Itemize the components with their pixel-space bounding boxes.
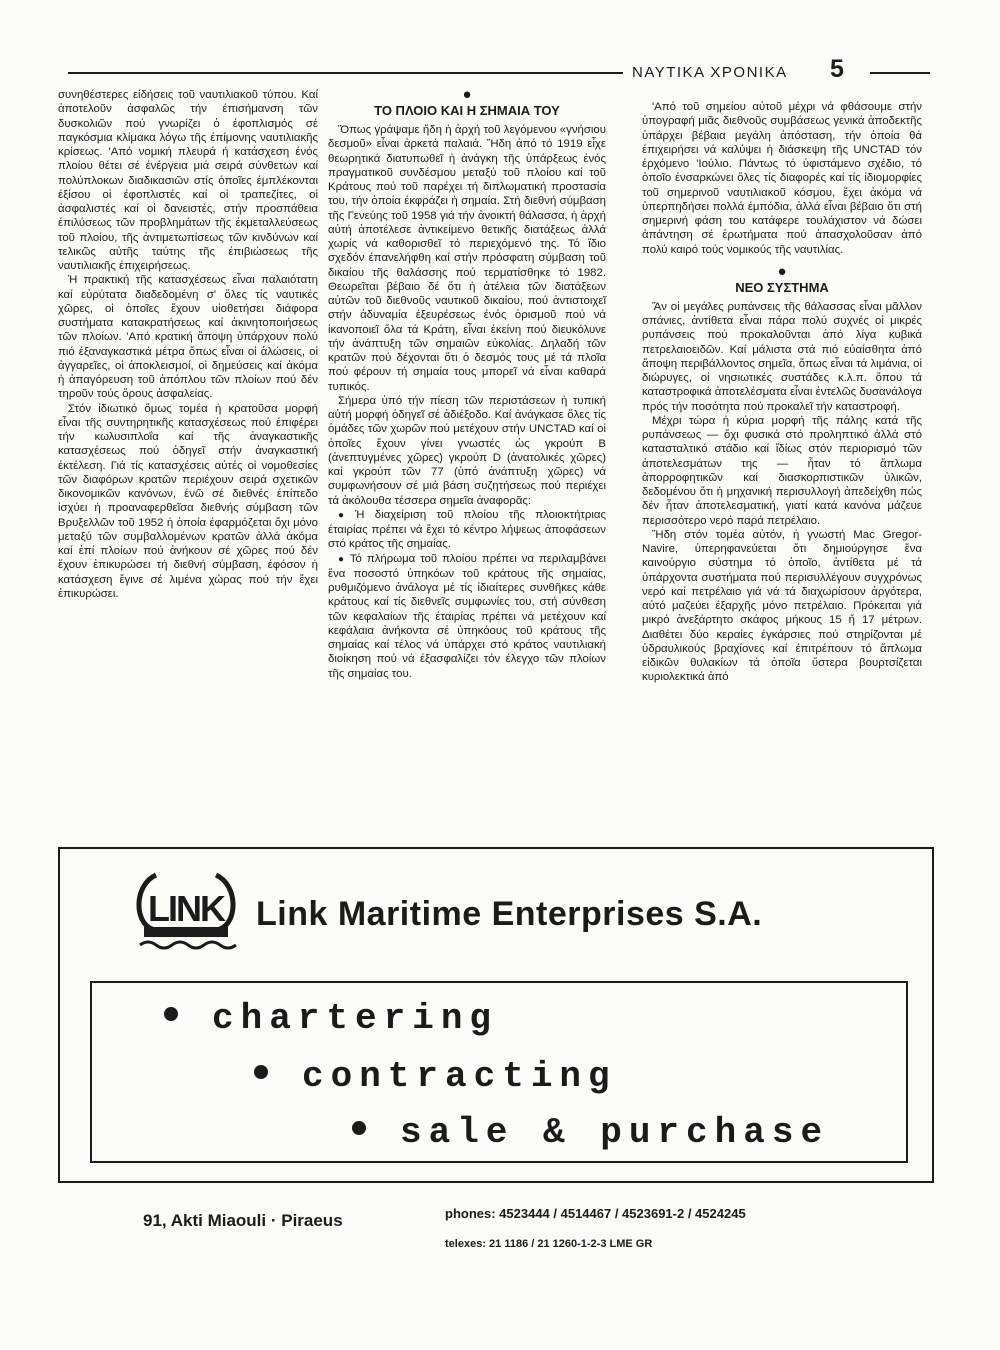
header-rule-left [68, 72, 623, 74]
body-paragraph: Ἄν οἱ μεγάλες ρυπάνσεις τῆς θάλασσας εἶναι μᾶλλον σπάνιες, ἀντίθετα εἶναι πάρα πολύ συχνές οἱ μικρές ρυπάνσεις πού προκαλοῦνται ἀπό λίγα κυβικά πετρελαιοειδῶν. Καί μάλιστα στά πιό εὐαίσθητα ἀπό ἄποψη περιβάλλοντος σημεῖα, ὅπως εἶναι τά λιμάνια, οἱ διώρυγες, οἱ νησιωτικές συστάδες κ.λ.π. ὅπου τά καταστροφικά ἀποτελέσματα εἶναι ἐντελῶς δυσανάλογα πρός τήν ποσότητα πού προκαλεῖ τήν καταστροφή. [642, 300, 922, 413]
body-paragraph: συνηθέστερες είδήσεις τοῦ ναυτιλιακοῦ τύπου. Καί ἀποτελοῦν ἀσφαλῶς τήν έπισήμανση τῶν δυσκολιῶν πού γνωρίζει ὁ έφοπλισμός σέ παγκόσμια κλίμακα λόγω τῆς έπίμονης ναυτιλιακῆς κρίσεως. 'Από νομική πλευρά ή κατάσχεση ένός πλοίου θέτει σέ ένέργεια μιά σειρά σύνθετων καί πολύπλοκων διαδικασιῶν στίς όποῖες έμπλέκονται έξίσου οἱ έφοπλιστές καί οἱ τραπεζίτες, οἱ ἀσφαλιστές καί οἱ δανειστές, στήν προσπάθεια έπιλύσεως τῶν προβλημάτων τῆς έκμεταλλεύσεως τοῦ πλοίου, τῆς ἀντιμετωπίσεως τῶν κινδύνων καί τελικῶς αὐτῆς ταύτης τῆς έπιβιώσεως τῆς ναυτιλιακῆς έπιχειρήσεως. [58, 89, 318, 272]
bullet-text: Τό πλήρωμα τοῦ πλοίου πρέπει να περιλαμβάνει ἕνα ποσοστό ὑπηκόων τοῦ κράτους τῆς σημαίας, ρυθμιζόμενο ἀνάλογα μέ τίς ἰδιαίτερες συνθῆκες κάθε κράτους καί τίς διεθνεῖς συμφωνίες του, στή σύνθεση τῶν κεφαλαίων τῆς έταιρίας πρέπει νά μετέχουν καί κεφάλαια ἀνήκοντα σέ ὑπηκόους τοῦ κράτους τῆς σημαίας καί τέλος νά ὑπάρχει στό κράτος ναυτιλιακή διοίκηση πού νά έξασφαλίζει τόν έλεγχο τῶν πλοίων τῆς σημαίας του. [328, 552, 606, 680]
service-item [254, 1057, 617, 1097]
company-name: Link Maritime Enterprises S.A. [256, 895, 763, 933]
body-paragraph: 'Από τοῦ σημείου αὐτοῦ μέχρι νά φθάσουμε στήν ὑπογραφή μιᾶς διεθνοῦς συμβάσεως γενικά ἀποδεκτῆς ὑπάρχει βέβαια μεγάλη ἀπόσταση, τήν ὁποία θά έπιχειρήσει νά καλύψει ἡ διάσκεψη τῆς UNCTAD τόν έρχόμενο 'Ιούλιο. Πάντως τό ὑφιστάμενο σχέδιο, τό ὁποῖο ένσαρκώνει ὅλες τίς διαφορές καί τίς ἰδιομορφίες τοῦ σημερινοῦ ναυτιλιακοῦ κόσμου, ἔχει ἀκόμα νά ὑπερπηδήσει πολλά έμπόδια, ἀλλά εἶναι βέβαιο ὅτι στή σημερινή φάση του κατάφερε τουλάχιστον νά δώσει ἀπάντηση σέ ἐρωτήματα πού ἀπασχολοῦσαν ἀπό πολύ καιρό τούς νομικούς τῆς ναυτιλίας. [642, 101, 922, 256]
bullet-icon: ● [338, 509, 352, 521]
running-title: ΝΑΥΤΙΚΑ ΧΡΟΝΙΚΑ [632, 64, 788, 81]
bullet-icon [164, 1007, 178, 1021]
body-paragraph: Σήμερα ὑπό τήν πίεση τῶν περιστάσεων ἡ τυπική αὐτή μορφή ὁδηγεῖ σέ ἀδιέξοδο. Καί ἀνάγκασε ὅλες τίς ὁμάδες τῶν χωρῶν πού μετέχουν στήν UNCTAD καί οἱ ὁποῖες ἔχουν γίνει γνωστές ὡς γκρούπ Β (ἀνεπτυγμένες χῶρες) γκρούπ D (ἀνατολικές χῶρες) καί γκρούπ τῶν 77 (ὑπό ἀνάπτυξη χῶρες) νά συμφωνήσουν σέ μιά βάση συζητήσεως πού περιέχει τά ἀκόλουθα τέσσερα σημεῖα ἀναφορᾶς: [328, 394, 606, 507]
service-label: contracting [302, 1056, 617, 1097]
article-column-1 [58, 88, 318, 601]
service-item [352, 1113, 829, 1153]
body-paragraph: Μέχρι τώρα ἡ κύρια μορφή τῆς πάλης κατά τῆς ρυπάνσεως — ὄχι φυσικά στό προληπτικό ἀλλά στό κατασταλτικό στάδιο καί ἴδίως στόν περιορισμό τῶν ἀποτελεσμάτων της — ἦταν τό ἅπλωμα ἀπορροφητικῶν καί διασκορπιστικῶν ὑλικῶν, δεδομένου ὅτι ἡ μηχανική περισυλλογή ἀπεδείχθη πώς δέν ἦταν ἀποτελεσματική, γιατί κατά κανόνα μάζευε περισσότερο νερό παρά πετρέλαιο. [642, 414, 922, 527]
company-address: 91, Akti Miaouli · Piraeus [143, 1211, 343, 1230]
bullet-list-item [328, 552, 606, 681]
body-paragraph: Στόν ἰδιωτικό ὅμως τομέα ἡ κρατοῦσα μορφή εἶναι τῆς συντηρητικῆς κατασχέσεως πού έπιφέρει τήν κωλυσιπλοΐα καί τῆς ἀναγκαστικῆς κατασχέσεως πού ὁδηγεῖ στήν ἀναγκαστική έκτέλεση. Γιά τίς κατασχέσεις αὐτές οἱ νομοθεσίες τῶν διαφόρων κρατῶν περιέχουν σειρά σχετικῶν δικονομικῶν κανόνων, ένῶ σέ διεθνές έπίπεδο ἰσχύει ἡ προαναφερθεῖσα διεθνής σύμβαση τῶν Βρυξελλῶν τοῦ 1952 ἡ ὁποία έφαρμόζεται ὄχι μόνο μεταξύ τῶν συμβαλλομένων κρατῶν ἀλλά ἀκόμα καί ἐπί πλοίων πού ἀνήκουν σέ χῶρες πού δέν ἔχουν ἐπικυρώσει τή διεθνή σύμβαση, έφόσον ἡ κατάσχεση ἔγινε σέ λιμένα χώρας πού τήν ἔχει ἐπικυρώσει. [58, 402, 318, 600]
company-phones: phones: 4523444 / 4514467 / 4523691-2 / 4524245 [445, 1206, 746, 1221]
advertisement-box [58, 847, 934, 1183]
body-paragraph: Ἤδη στόν τομέα αὐτόν, ἡ γνωστή Mac Gregor-Navire, ὑπερηφανεύεται ὅτι δημιούργησε ἕνα καινούργιο σύστημα τό ὁποῖο, ἀντίθετα μέ τά ὑπάρχοντα συστήματα πού περισυλλέγουν συγχρόνως νερό καί πετρέλαιο γιά νά τά διαχωρίσουν ἀργότερα, αὐτό μαζεύει έξαρχῆς μόνο πετρέλαιο. Πρόκειται γιά μικρό ἀνεξάρτητο σκάφος μήκους 15 ἤ 17 μέτρων. Διαθέτει δύο κεραίες έγκάρσιες πού στηρίζονται μέ ὑδραυλικούς βραχίονες καί έπιτρέπουν τό ἅπλωμα εἰδικῶν θυλακίων τά ὁποῖα ὕστερα βουρτσίζεται κυριολεκτικά ἀπό [642, 528, 922, 684]
bullet-icon [352, 1121, 366, 1135]
logo-text: LINK [148, 888, 224, 929]
page-number: 5 [830, 55, 844, 83]
service-item [164, 999, 498, 1039]
section-title: ΝΕΟ ΣΥΣΤΗΜΑ [735, 279, 829, 295]
bullet-icon [254, 1065, 268, 1079]
section-bullet-icon: ● [777, 262, 787, 280]
body-paragraph: Ἡ πρακτική τῆς κατασχέσεως εἶναι παλαιότατη καί εὐρύτατα διαδεδομένη σ' ὅλες τίς ναυτικές χῶρες, οἱ ὁποῖες ἔχουν υἱοθετήσει διάφορα συστήματα κατακρατήσεως καί ἀκινητοποιήσεως τῶν πλοίων. 'Από κρατική ἄποψη ὑπάρχουν πολύ πιό έξαναγκαστικά μέτρα ὅπως εἶναι οἱ ἁλώσεις, οἱ ἀγγαρεῖες, οἱ ἀποκλεισμοί, οἱ δημεύσεις καί ἀκόμα ἡ ἀπαγόρευση τοῦ ἀπόπλου τῶν πλοίων πού δέν τηροῦν τούς ὅρους ἀσφαλείας. [58, 274, 318, 401]
bullet-text: Ἡ διαχείριση τοῦ πλοίου τῆς πλοιοκτήτριας έταιρίας πρέπει νά ἔχει τό κέντρο λήψεως ἀποφάσεων στό κράτος τῆς σημαίας. [328, 508, 606, 551]
bullet-list-item [328, 508, 606, 552]
bullet-icon: ● [338, 553, 346, 565]
services-box [90, 981, 908, 1163]
article-column-2 [328, 88, 606, 681]
header-rule-right [870, 72, 930, 74]
service-label: chartering [212, 998, 499, 1039]
body-paragraph: Ὅπως γράψαμε ἤδη ἡ ἀρχή τοῦ λεγόμενου «γνήσιου δεσμοῦ» εἶναι ἀρκετά παλαιά. Ἤδη ἀπό τό 1919 εἶχε θεωρητικά διατυπωθεῖ ἡ ἀνάγκη τῆς ὑπάρξεως ένός πραγματικοῦ συνδέσμου μεταξύ τοῦ πλοίου καί τοῦ Κράτους πού τοῦ παρέχει τή διπλωματική προστασία του, τήν ὁποία έκφράζει ἡ σημαία. Στή διεθνή σύμβαση τῆς Γενεύης τοῦ 1958 γιά τήν ἀνοικτή θάλασσα, ἡ ἀρχή αὐτή ἀποτέλεσε ἀντικείμενο θετικῆς διατάξεως ἀλλά χωρίς νά καθορισθεῖ τό περιεχόμενό της. Τό ἴδιο σχεδόν έπανελήφθη καί στήν πρόσφατη σύμβαση τοῦ δικαίου τῆς θαλάσσης πού τερματίσθηκε τό 1982. Θεωρεῖται βέβαιο δέ ὅτι ἡ ἀτέλεια τῶν διατάξεων αὐτῶν τοῦ διεθνοῦς ναυτικοῦ δικαίου, πού ἀντιστοιχεῖ στήν ἀδυναμία έξευρέσεως ένός ὁρισμοῦ πού νά ἱκανοποιεῖ ὅλα τά Κράτη, εἶναι έκείνη πού διευκόλυνε τήν ἀνάπτυξη τῶν σημαιῶν εὐκολίας. Δηλαδή τῶν κρατῶν πού δέχονται ὅτι ὁ δεσμός τους μέ τά πλοῖα πού φέρουν τή σημαία τους μπορεῖ νά εἶναι καθαρά τυπικός. [328, 124, 606, 393]
section-title: ΤΟ ΠΛΟΙΟ ΚΑΙ Η ΣΗΜΑΙΑ ΤΟΥ [374, 103, 560, 118]
company-telexes: telexes: 21 1186 / 21 1260-1-2-3 LME GR [445, 1238, 653, 1250]
article-column-3 [642, 100, 922, 685]
company-logo [132, 867, 240, 953]
service-label: sale & purchase [400, 1112, 830, 1153]
section-bullet-icon: ● [462, 86, 472, 103]
